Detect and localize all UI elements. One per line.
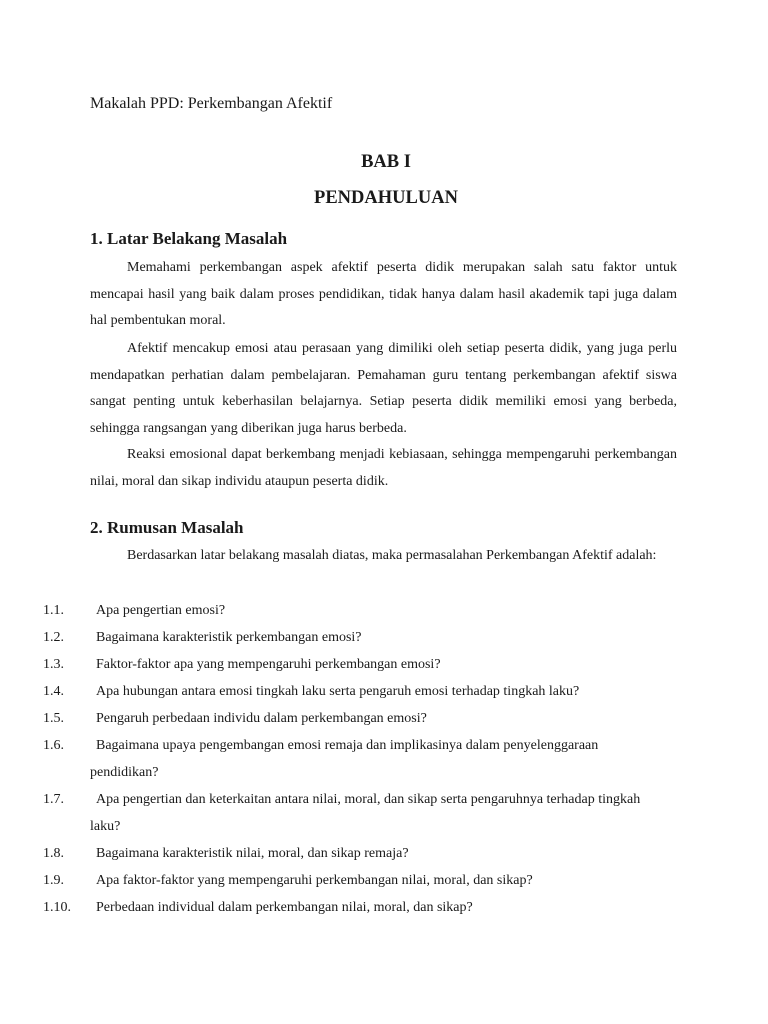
list-item (0, 840, 768, 867)
list-item (0, 732, 768, 786)
list-item-number: 1.1. (43, 603, 64, 618)
list-item-text: Perbedaan individual dalam perkembangan nilai, moral, dan sikap? (96, 900, 473, 915)
list-item (0, 894, 768, 921)
list-item-number: 1.5. (43, 711, 64, 726)
list-item-text: Bagaimana karakteristik nilai, moral, dan sikap remaja? (96, 846, 409, 861)
list-item-number: 1.4. (43, 684, 64, 699)
list-item (0, 867, 768, 894)
list-item (0, 597, 768, 624)
section-heading-latar-belakang: 1. Latar Belakang Masalah (90, 229, 288, 248)
list-item-text: Apa faktor-faktor yang mempengaruhi perkembangan nilai, moral, dan sikap? (96, 873, 533, 888)
list-item-number: 1.9. (43, 873, 64, 888)
paragraph-intro: Berdasarkan latar belakang masalah diatas, maka permasalahan Perkembangan Afektif adalah: (127, 548, 657, 563)
list-item-text: Apa hubungan antara emosi tingkah laku serta pengaruh emosi terhadap tingkah laku? (96, 684, 580, 699)
list-item-text: Apa pengertian dan keterkaitan antara nilai, moral, dan sikap serta pengaruhnya terhadap tingkah laku? (90, 792, 641, 834)
list-item-text: Bagaimana upaya pengembangan emosi remaja dan implikasinya dalam penyelenggaraan pendidikan? (90, 738, 599, 780)
paragraph: Reaksi emosional dapat berkembang menjadi kebiasaan, sehingga mempengaruhi perkembangan nilai, moral dan sikap individu ataupun peserta didik. (90, 447, 677, 489)
list-item (0, 786, 768, 840)
list-item-text: Bagaimana karakteristik perkembangan emosi? (96, 630, 362, 645)
list-item-number: 1.7. (43, 792, 64, 807)
list-item-text: Faktor-faktor apa yang mempengaruhi perkembangan emosi? (96, 657, 441, 672)
paragraph: Afektif mencakup emosi atau perasaan yang dimiliki oleh setiap peserta didik, yang juga perlu mendapatkan perhatian dalam pembelajaran. Pemahaman guru tentang perkembangan afektif siswa sangat penting untuk keberhasilan belajarnya. Setiap peserta didik memiliki emosi yang berbeda, sehingga rangsangan yang diberikan juga harus berbeda. (90, 341, 677, 437)
chapter-number: BAB I (361, 152, 411, 172)
list-item-number: 1.3. (43, 657, 64, 672)
paragraph: Memahami perkembangan aspek afektif peserta didik merupakan salah satu faktor untuk mencapai hasil yang baik dalam proses pendidikan, tidak hanya dalam hasil akademik tapi juga dalam hal pembentukan moral. (90, 260, 677, 329)
list-item (0, 705, 768, 732)
chapter-title: PENDAHULUAN (314, 188, 458, 208)
list-item-number: 1.8. (43, 846, 64, 861)
section-heading-rumusan-masalah: 2. Rumusan Masalah (90, 518, 244, 537)
list-item-number: 1.6. (43, 738, 64, 753)
list-item-text: Apa pengertian emosi? (96, 603, 226, 618)
list-item-number: 1.10. (43, 900, 71, 915)
list-item (0, 651, 768, 678)
list-item (0, 624, 768, 651)
document-title: Makalah PPD: Perkembangan Afektif (90, 95, 333, 112)
list-item (0, 678, 768, 705)
problem-list (0, 597, 768, 921)
list-item-text: Pengaruh perbedaan individu dalam perkembangan emosi? (96, 711, 427, 726)
list-item-number: 1.2. (43, 630, 64, 645)
